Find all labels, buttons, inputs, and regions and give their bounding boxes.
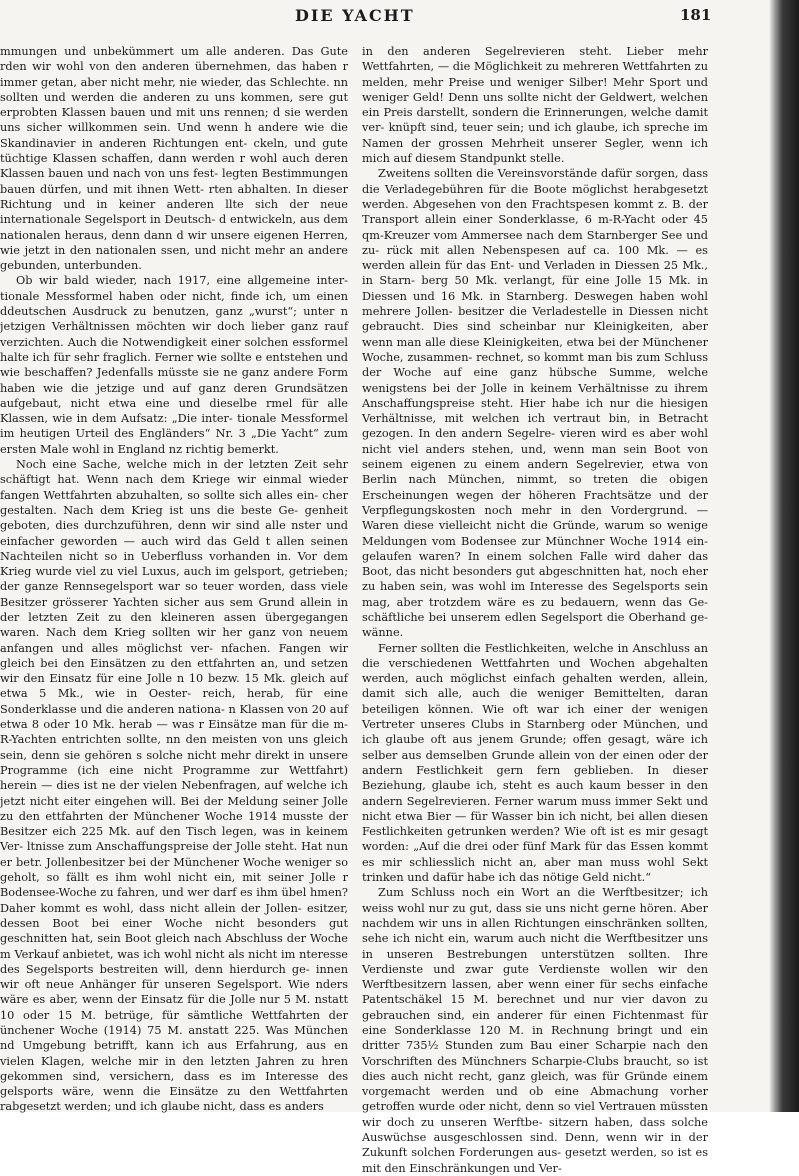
running-title: DIE YACHT: [295, 6, 415, 25]
left-column: [0, 44, 348, 1114]
scan-binding-edge: [769, 0, 799, 1112]
paragraph: Zum Schluss noch ein Wort an die Werftbesitzer; ich weiss wohl nur zu gut, dass sie uns nicht gerne hören. Aber nachdem wir uns in allen Richtungen einschränken sollten, sehe ich nicht ein, warum auch nicht die Werftbesitzer uns in unseren Bestrebungen unterstützen sollten. Ihre Verdienste und zwar gute Verdienste wollen wir den Werftbesitzern lassen, aber wenn einer für sechs einfache Patentschäkel 15 M. berechnet und nur vier davon zu gebrauchen sind, ein anderer für einen Fichtenmast für eine Sonderklasse 120 M. in Rechnung bringt und ein dritter 735½ Stunden zum Bau einer Scharpie nach den Vorschriften des Münchners Scharpie-Clubs braucht, so ist dies auch nicht recht, ganz gleich, was für Gründe einem vorgemacht werden und ob eine Abmachung vorher getroffen wurde oder nicht, denn so viel Vertrauen müssten wir doch zu unseren Werftbe- sitzern haben, dass solche Auswüchse ausgeschlossen sind. Denn, wenn wir in der Zukunft solchen Forderungen aus- gesetzt werden, so ist es mit den Einschränkungen und Ver-: [362, 886, 708, 1175]
paragraph: mmungen und unbekümmert um alle anderen. Das Gute rden wir wohl von den anderen übernehmen, das haben r immer getan, aber nicht mehr, nie wieder, das Schlechte. nn sollten und werden die anderen zu uns kommen, sere gut erprobten Klassen bauen und mit uns rennen; d sie werden uns sicher willkommen sein. Und wenn h andere wie die Skandinavier in anderen Richtungen ent- ckeln, und gute tüchtige Klassen schaffen, dann werden r wohl auch deren Klassen bauen und nach von uns fest- legten Bestimmungen bauen dürfen, und mit ihnen Wett- rten abhalten. In dieser Richtung und in keiner anderen llte sich der neue internationale Segelsport in Deutsch- d entwickeln, aus dem nationalen heraus, denn dann d wir unsere eigenen Herren, wie jetzt in den nationalen ssen, und nicht mehr an andere gebunden, unterbunden.: [0, 45, 348, 273]
paragraph: Ferner sollten die Festlichkeiten, welche in Anschluss an die verschiedenen Wettfahrten und Wochen abgehalten werden, auch möglichst einfach gehalten werden, allein, damit sich alle, auch die weniger Bemittelten, daran beteiligen können. Wie oft war ich einer der wenigen Vertreter unseres Clubs in Starnberg oder München, und ich glaube oft aus jenem Grunde; offen gesagt, wäre ich selber aus demselben Grunde allein von der einen oder der andern Festlichkeit gern fern geblieben. In dieser Beziehung, glaube ich, steht es auch kaum besser in den andern Segelrevieren. Ferner warum muss immer Sekt und nicht etwa Bier — für Wasser bin ich nicht, bei allen diesen Festlichkeiten getrunken werden? Wie oft ist es mir gesagt worden: „Auf die drei oder fünf Mark für das Essen kommt es mir schliesslich nicht an, aber man muss wohl Sekt trinken und dafür habe ich das nötige Geld nicht.“: [362, 641, 708, 885]
paragraph: in den anderen Segelrevieren steht. Lieber mehr Wettfahrten, — die Möglichkeit zu mehreren Wettfahrten zu melden, mehr Preise und weniger Silber! Mehr Sport und weniger Geld! Denn uns sollte nicht der Geldwert, welchen ein Preis darstellt, sondern die Erinnerungen, welche damit ver- knüpft sind, teuer sein; und ich glaube, ich spreche im Namen der grossen Mehrheit unserer Segler, wenn ich mich auf diesem Standpunkt stelle.: [362, 45, 708, 166]
paragraph: Noch eine Sache, welche mich in der letzten Zeit sehr schäftigt hat. Wenn nach dem Kriege wir einmal wieder fangen Wettfahrten abzuhalten, so sollte sich alles ein- cher gestalten. Nach dem Krieg ist uns die beste Ge- genheit geboten, dies durchzuführen, denn wir sind alle nster und einfacher geworden — auch wird das Geld t allen seinen Nachteilen nicht so in Ueberfluss vorhanden in. Vor dem Krieg wurde viel zu viel Luxus, auch im gelsport, getrieben; der ganze Rennsegelsport war so teuer worden, dass viele Besitzer grösserer Yachten sicher aus sem Grund allein in der letzten Zeit zu den kleineren assen übergegangen waren. Nach dem Krieg sollten wir her ganz von neuem anfangen und alles möglichst ver- nfachen. Fangen wir gleich bei den Einsätzen zu den ettfahrten an, und setzen wir den Einsatz für eine Jolle n 10 bezw. 15 Mk. gleich auf etwa 5 Mk., wie in Oester- reich, herab, für eine Sonderklasse und die anderen nationa- n Klassen von 20 auf etwa 8 oder 10 Mk. herab — was r Einsätze man für die m-R-Yachten entrichten sollte, nn den meisten von uns gleich sein, denn sie gehören s solche nicht mehr direkt in unsere Programme (ich eine nicht Programme zur Wettfahrt) herein — dies ist ne der vielen Nebenfragen, auf welche ich jetzt nicht eiter eingehen will. Bei der Meldung seiner Jolle zu den ettfahrten der Münchener Woche 1914 musste der Besitzer eich 225 Mk. auf den Tisch legen, was in keinem Ver- ltnisse zum Anschaffungspreise der Jolle steht. Hat nun er betr. Jollenbesitzer bei der Münchener Woche weniger so geholt, so fällt es ihm wohl nicht ein, mit seiner Jolle r Bodensee-Woche zu fahren, und wer darf es ihm übel hmen? Daher kommt es wohl, dass nicht allein der Jollen- esitzer, dessen Boot bei einer Woche nicht besonders gut geschnitten hat, sein Boot gleich nach Abschluss der Woche m Verkauf anbietet, was ich wohl nicht als nicht im nteresse des Segelsports bestreiten will, denn hierdurch ge- innen wir oft neue Anhänger für unseren Segelsport. Wie nders wäre es aber, wenn der Einsatz für die Jolle nur 5 M. nstatt 10 oder 15 M. betrüge, für sämtliche Wettfahrten der ünchener Woche (1914) 75 M. anstatt 225. Was München nd Umgebung betrifft, kann ich aus Erfahrung, aus en vielen Klagen, welche mir in den letzten Jahren zu hren gekommen sind, versichern, dass es im Interesse des gelsports wäre, wenn die Einsätze zu den Wettfahrten rabgesetzt werden; und ich glaube nicht, dass es anders: [0, 458, 348, 1114]
right-column: [362, 44, 708, 1175]
page-number: 181: [680, 6, 712, 24]
paragraph: Ob wir bald wieder, nach 1917, eine allgemeine inter- tionale Messformel haben oder nicht, finde ich, um einen ddeutschen Ausdruck zu benutzen, ganz „wurst“; unter n jetzigen Verhältnissen möchten wir doch lieber ganz rauf verzichten. Auch die Notwendigkeit einer solchen essformel halte ich für sehr fraglich. Ferner wie sollte e entstehen und wie beschaffen? Jedenfalls müsste sie ne ganz andere Form haben wie die jetzige und auf ganz deren Grundsätzen aufgebaut, nicht etwa eine und dieselbe rmel für alle Klassen, wie in dem Aufsatz: „Die inter- tionale Messformel im heutigen Urteil des Engländers“ Nr. 3 „Die Yacht“ zum ersten Male wohl in England nz richtig bemerkt.: [0, 274, 348, 456]
page-header: [0, 6, 760, 34]
paragraph: Zweitens sollten die Vereinsvorstände dafür sorgen, dass die Verladegebühren für die Boote möglichst herabgesetzt werden. Abgesehen von den Frachtspesen kommt z. B. der Transport allein einer Sonderklasse, 6 m-R-Yacht oder 45 qm-Kreuzer vom Ammersee nach dem Starnberger See und zu- rück mit allen Nebenspesen auf ca. 100 Mk. — es werden allein für das Ent- und Verladen in Diessen 25 Mk., in Starn- berg 50 Mk. verlangt, für eine Jolle 15 Mk. in Diessen und 16 Mk. in Starnberg. Deswegen haben wohl mehrere Jollen- besitzer die Verladestelle in Diessen nicht gebraucht. Dies sind scheinbar nur Kleinigkeiten, aber wenn man alle diese Kleinigkeiten, etwa bei der Münchener Woche, zusammen- rechnet, so kommt man bis zum Schluss der Woche auf eine ganz hübsche Summe, welche wenigstens bei der Jolle in keinem Verhältnisse zu ihrem Anschaffungspreise steht. Hier habe ich nur die hiesigen Verhältnisse, mit welchen ich vertraut bin, in Betracht gezogen. In den andern Segelre- vieren wird es aber wohl nicht viel anders stehen, und, wenn man sein Boot von seinem eigenen zu einem andern Segelrevier, etwa von Berlin nach München, nimmt, so treten die obigen Erscheinungen wegen der höheren Frachtsätze und der Verpflegungskosten noch mehr in den Vordergrund. — Waren diese vielleicht nicht die Gründe, warum so wenige Meldungen vom Bodensee zur Münchner Woche 1914 ein- gelaufen waren? In einem solchen Falle wird daher das Boot, das nicht besonders gut abgeschnitten hat, noch eher zu haben sein, was wohl im Interesse des Segelsports sein mag, aber trotzdem wäre es zu bedauern, wenn das Ge- schäftliche bei unserem edlen Segelsport die Oberhand ge- wänne.: [362, 167, 708, 640]
